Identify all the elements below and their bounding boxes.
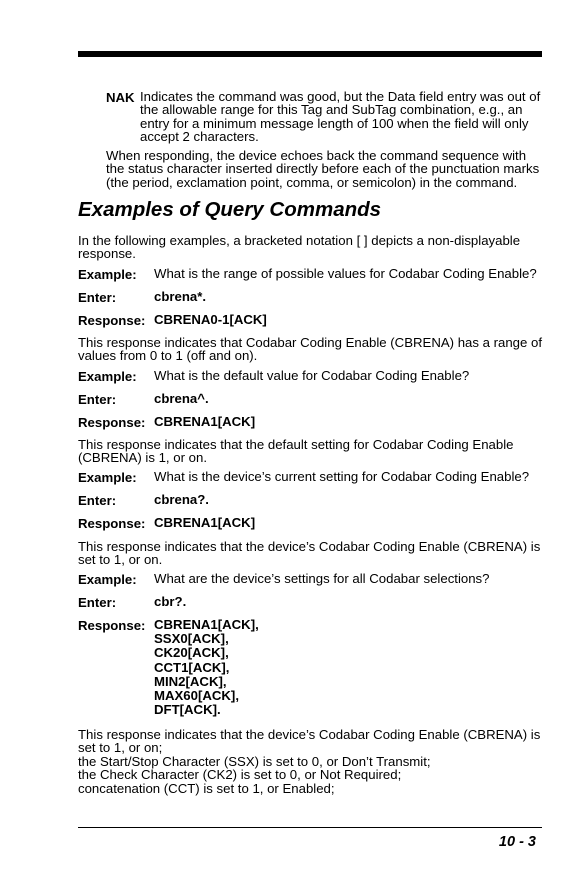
enter-label: Enter: xyxy=(78,392,117,407)
page-number: 10 - 3 xyxy=(498,834,536,850)
explain-line: set to 1, or on; xyxy=(78,740,163,756)
enter-command: cbr?. xyxy=(154,594,187,609)
nak-line: entry for a minimum message length of 100 when the field will only xyxy=(140,115,529,131)
explain-line: set to 1, or on. xyxy=(78,552,163,568)
explain-line: This response indicates that the default setting for Codabar Coding Enable xyxy=(78,437,514,452)
response-values xyxy=(154,618,259,717)
response-label: Response: xyxy=(78,313,146,328)
example-question: What is the device’s current setting for Codabar Coding Enable? xyxy=(154,469,530,484)
section-title: Examples of Query Commands xyxy=(78,198,382,221)
enter-command: cbrena*. xyxy=(154,289,207,304)
example-label: Example: xyxy=(78,470,137,485)
enter-command: cbrena?. xyxy=(154,492,209,507)
nak-line: accept 2 characters. xyxy=(140,129,259,145)
response-line: CBRENA1[ACK], xyxy=(154,617,259,632)
example-label: Example: xyxy=(78,267,137,282)
response-line: DFT[ACK]. xyxy=(154,702,221,718)
response-line: CCT1[ACK], xyxy=(154,659,230,675)
enter-label: Enter: xyxy=(78,493,117,508)
response-line: MAX60[ACK], xyxy=(154,688,239,704)
example-label: Example: xyxy=(78,572,137,587)
explain-line: the Start/Stop Character (SSX) is set to 0, or Don’t Transmit; xyxy=(78,753,431,769)
nak-description xyxy=(140,90,540,144)
echo-line: When responding, the device echoes back the command sequence with xyxy=(106,148,527,163)
response-line: CK20[ACK], xyxy=(154,645,229,661)
explain-paragraph xyxy=(78,438,513,465)
response-label: Response: xyxy=(78,516,146,531)
explain-line: This response indicates that Codabar Coding Enable (CBRENA) has a range of xyxy=(78,335,543,350)
echo-line: (the period, exclamation point, comma, or semicolon) in the command. xyxy=(106,174,518,190)
response-value: CBRENA1[ACK] xyxy=(154,414,256,429)
response-line: SSX0[ACK], xyxy=(154,631,229,647)
explain-line: This response indicates that the device’s Codabar Coding Enable (CBRENA) is xyxy=(78,539,541,554)
explain-line: (CBRENA) is 1, or on. xyxy=(78,450,207,466)
intro-line: In the following examples, a bracketed notation [ ] depicts a non-displayable xyxy=(78,233,521,248)
response-value: CBRENA1[ACK] xyxy=(154,515,256,530)
explain-line: concatenation (CCT) is set to 1, or Enabled; xyxy=(78,780,335,796)
enter-label: Enter: xyxy=(78,290,117,305)
response-value: CBRENA0-1[ACK] xyxy=(154,312,267,327)
explain-paragraph xyxy=(78,336,542,363)
enter-command: cbrena^. xyxy=(154,391,209,406)
explain-line: the Check Character (CK2) is set to 0, or Not Required; xyxy=(78,767,402,783)
echo-paragraph xyxy=(106,149,539,189)
explain-line: This response indicates that the device’s Codabar Coding Enable (CBRENA) is xyxy=(78,727,541,742)
explain-paragraph xyxy=(78,728,540,795)
response-label: Response: xyxy=(78,618,146,633)
response-label: Response: xyxy=(78,415,146,430)
top-rule xyxy=(78,51,542,57)
echo-line: the status character inserted directly before each of the punctuation marks xyxy=(106,161,540,177)
response-line: MIN2[ACK], xyxy=(154,673,227,689)
example-question: What is the range of possible values for Codabar Coding Enable? xyxy=(154,266,537,281)
nak-line: the allowable range for this Tag and SubTag combination, e.g., an xyxy=(140,102,523,118)
bottom-rule xyxy=(78,827,542,828)
intro-paragraph xyxy=(78,234,520,261)
nak-label: NAK xyxy=(106,90,135,105)
nak-line: Indicates the command was good, but the Data field entry was out of xyxy=(140,89,541,104)
explain-paragraph xyxy=(78,540,540,567)
explain-line: values from 0 to 1 (off and on). xyxy=(78,348,258,364)
example-label: Example: xyxy=(78,369,137,384)
example-question: What are the device’s settings for all Codabar selections? xyxy=(154,571,490,586)
intro-line: response. xyxy=(78,246,136,262)
enter-label: Enter: xyxy=(78,595,117,610)
example-question: What is the default value for Codabar Coding Enable? xyxy=(154,368,470,383)
